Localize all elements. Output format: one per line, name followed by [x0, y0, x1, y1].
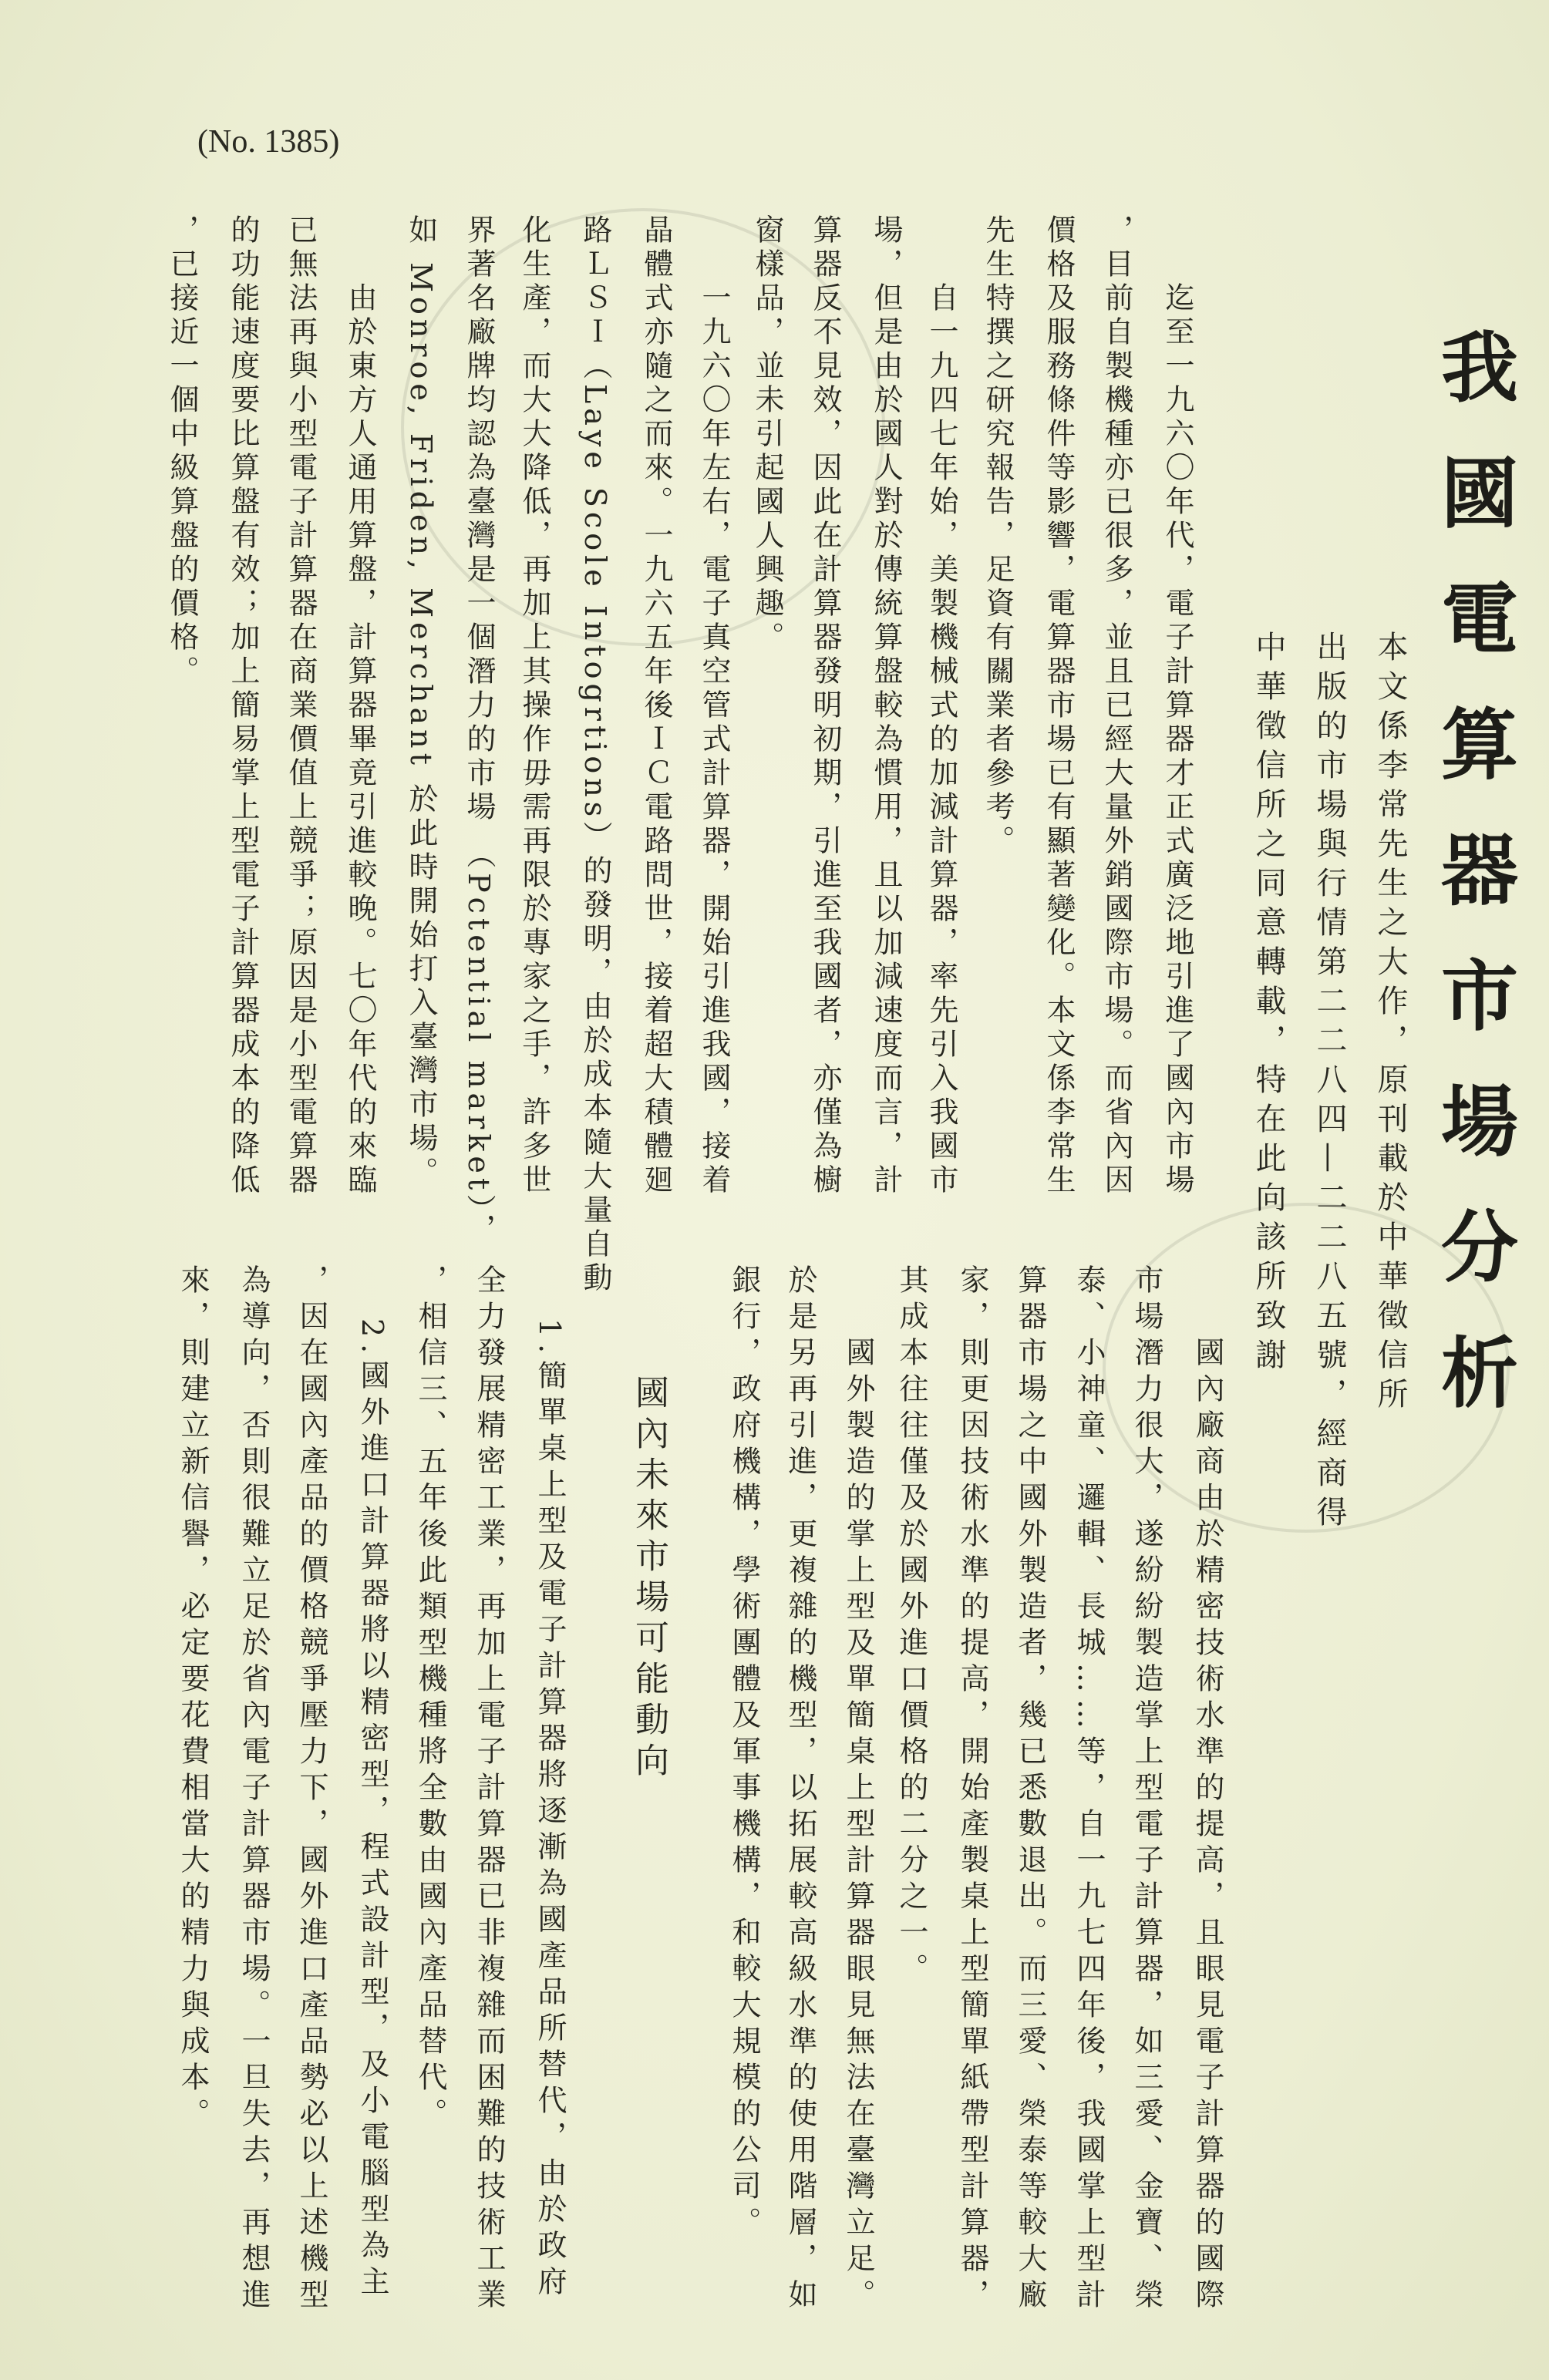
text-column: 界著名廠牌均認為臺灣是一個潛力的市場 （Pctential market），	[462, 214, 496, 1248]
text-column: ，已接近一個中級算盤的價格。	[165, 214, 199, 689]
text-column: 自一九四七年始，美製機械式的加減計算器，率先引入我國市	[924, 282, 958, 1198]
text-column: ，因在國內產品的價格競爭壓力下，國外進口產品勢必以上述機型	[295, 1264, 328, 2315]
text-column: 晶體式亦隨之而來。一九六五年後ＩＣ電路問世，接着超大積體廻	[639, 214, 673, 1198]
text-column: 場，但是由於國人對於傳統算盤較為慣用，且以加減速度而言，計	[869, 214, 903, 1198]
text-column: 2.國外進口計算器將以精密型，程式設計型，及小電腦型為主	[355, 1318, 389, 2303]
text-column: 銀行，政府機構，學術團體及軍事機構，和較大規模的公司。	[727, 1264, 761, 2243]
text-column: 窗樣品，並未引起國人興趣。	[750, 214, 784, 655]
text-column: ，相信三、五年後此類型機種將全數由國內產品替代。	[413, 1264, 447, 2134]
text-column: 泰、小神童、邏輯、長城……等，自一九七四年後，我國掌上型計	[1072, 1264, 1106, 2315]
text-column: 本文係李常先生之大作，原刊載於中華徵信所	[1372, 631, 1408, 1417]
text-column: 市場潛力很大，遂紛紛製造掌上型電子計算器，如三愛、金寶、榮	[1130, 1264, 1163, 2315]
text-column: 中華徵信所之同意轉載，特在此向該所致謝	[1251, 631, 1286, 1378]
text-column: 化生產，而大大降低，再加上其操作毋需再限於專家之手，許多世	[517, 214, 551, 1198]
text-column: 迄至一九六〇年代，電子計算器才正式廣泛地引進了國內市場	[1160, 282, 1194, 1198]
text-column: 的功能速度要比算盤有效；加上簡易掌上型電子計算器成本的降低	[226, 214, 260, 1198]
text-column: 已無法再與小型電子計算器在商業價值上競爭；原因是小型電算器	[284, 214, 318, 1198]
text-column: 由於東方人通用算盤，計算器畢竟引進較晚。七〇年代的來臨	[343, 282, 377, 1198]
article-title: 我國電算器市場分析	[1428, 327, 1519, 1458]
text-column: 價格及服務條件等影響，電算器市場已有顯著變化。本文係李常生	[1042, 214, 1076, 1198]
text-column: 國內廠商由於精密技術水準的提高，且眼見電子計算器的國際	[1190, 1337, 1224, 2315]
text-column: 於是另再引進，更複雜的機型，以拓展較高級水準的使用階層，如	[783, 1264, 817, 2315]
text-column: 算器市場之中國外製造者，幾已悉數退出。而三愛、榮泰等較大廠	[1013, 1264, 1047, 2315]
text-column: 算器反不見效，因此在計算器發明初期，引進至我國者，亦僅為櫥	[808, 214, 842, 1198]
text-column: 家，則更因技術水準的提高，開始產製桌上型簡單紙帶型計算器，	[955, 1264, 989, 2315]
text-column: 為導向，否則很難立足於省內電子計算器市場。一旦失去，再想進	[237, 1264, 271, 2315]
text-column: 如 Monroe, Friden, Merchant 於此時開始打入臺灣市場。	[404, 214, 438, 1190]
text-column: 1.簡單桌上型及電子計算器將逐漸為國產品所替代，由於政府	[533, 1318, 567, 2303]
page-number: (No. 1385)	[197, 124, 340, 160]
text-column: 先生特撰之研究報告，足資有關業者參考。	[981, 214, 1015, 859]
text-column: 全力發展精密工業，再加上電子計算器已非複雜而困難的技術工業	[472, 1264, 506, 2315]
text-column: 來，則建立新信譽，必定要花費相當大的精力與成本。	[176, 1264, 210, 2134]
text-column: 一九六〇年左右，電子真空管式計算器，開始引進我國，接着	[697, 282, 731, 1198]
text-column: 其成本往往僅及於國外進口價格的二分之一。	[894, 1264, 928, 1989]
section-heading: 國內未來市場可能動向	[629, 1375, 668, 1783]
text-column: ，目前自製機種亦已很多，並且已經大量外銷國際市場。而省內因	[1099, 214, 1133, 1198]
text-column: 出版的市場與行情第二二八四—二二八五號，經商得	[1312, 631, 1347, 1535]
text-column: 國外製造的掌上型及單簡桌上型計算器眼見無法在臺灣立足。	[841, 1337, 875, 2315]
text-column: 路ＬＳＩ（Laye Scole Intogrtions）的發明，由於成本隨大量自動	[578, 214, 612, 1297]
